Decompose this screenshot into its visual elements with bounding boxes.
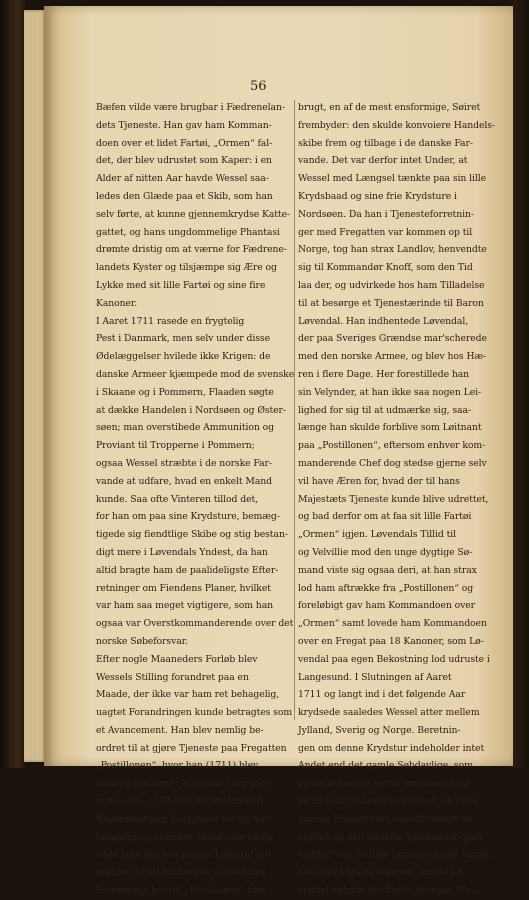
text-line: og Velvillie mod den unge dygtige Sø- [298,546,473,558]
text-line: dets Tjeneste. Han gav ham Komman- [96,119,272,131]
text-line: ledes den Glæde paa et Skib, som han [96,190,273,202]
book-cover-edge [0,0,26,768]
column-divider [294,100,295,720]
page-stack-edges [24,10,46,762]
text-line: og bad derfor om at faa sit lille Fartøi [298,511,472,523]
text-line: Alder af nitten Aar havde Wessel saa- [96,173,269,185]
text-line: Andet end det gamle Søbdavlige, som [298,760,473,772]
text-line: over en Fregat paa 18 Kanoner, som Lø- [298,635,484,647]
text-line: lighed for sig til at udmærke sig, saa- [298,404,471,416]
text-line: sig til Kommandør Knoff, som den Tid [298,262,473,274]
text-line: paa „Postillonen“, eftersom enhver kom- [298,440,486,452]
text-line: norske Søbeforsvar. [96,635,188,647]
text-line: usikker ved det lille hurtigsejlende Fartøi. [298,849,492,861]
text-line: 1711 og langt ind i det følgende Aar [298,689,466,701]
text-line: Omsider i Marts Maaned, kunde Lø- [298,867,466,879]
text-line: kunde. Saa ofte Vinteren tillod det, [96,493,258,505]
text-line: vande. Det var derfor intet Under, at [298,155,468,167]
text-line: var ham saa meget vigtigere, som han [96,600,274,612]
left-text-column [96,99,301,900]
text-line: danske Armeer kjæmpede mod de svenske [96,368,295,380]
text-line: Langesund. I Slutningen af Aaret [298,671,452,683]
text-line: sin Velynder, at han ikke saa nogen Lei- [298,386,482,398]
text-line: der paa Sveriges Grændse mar'scherede [298,333,487,345]
text-line: „Postillonen“, hvor han (1711) blev [96,760,259,772]
text-line: det, der blev udrustet som Kaper: i en [96,155,272,167]
text-line: „Ormen“ samt lovede ham Kommandoen [298,618,487,630]
text-line: for han om paa sine Krydsture, bemæg- [96,511,280,523]
text-line: ren i flere Dage. Her forestillede han [298,368,470,380]
text-line: at dække Handelen i Nordsøen og Øster- [96,404,286,416]
text-line: vilde lade den borgerlige Løitnant ud- [96,849,272,861]
text-line: Wessels Stilling forandret paa en [96,671,249,683]
text-line: Efter nogle Maaneders Forløb blev [96,653,258,665]
text-line: danske Handel blev saavidt muligt be- [298,813,476,825]
text-line: landets Kyster og tilsjæmpe sig Ære og [96,262,277,274]
text-line: retninger om Fiendens Planer, hvilket [96,582,271,594]
text-line: Majestæts Tjeneste kunde blive udrettet, [298,493,489,505]
text-line: Nordsøen. Da han i Tjenesteforretnin- [298,208,474,220]
text-line: Pest i Danmark, men selv under disse [96,333,270,345]
text-line: i Skaane og i Pommern, Flaaden søgte [96,386,274,398]
text-line: virkelig Løitnant i Marinen. Men ikke [96,778,270,790]
text-line: I Aaret 1711 rasede en frygtelig [96,315,245,327]
text-line: med den norske Armee, og blev hos Hæ- [298,351,487,363]
text-line: tigede sig fiendtlige Skibe og stig bestan- [96,529,288,541]
text-line: frembyder: den skulde konvoiere Handels- [298,119,495,131]
page-number: 56 [250,79,267,94]
text-line: lod ham aftrække fra „Postillonen“ og [298,582,474,594]
text-line: uagtet Forandringen kunde betragtes som [96,707,293,719]
text-line: gattet, og hans ungdommelige Phantasi [96,226,280,238]
text-line: „Ormen“ igjen. Løvendals Tillid til [298,529,456,541]
text-line: krydsede saaledes Wessel atter mellem [298,707,480,719]
text-line: Wessel med Længsel tænkte paa sin lille [298,173,487,185]
text-line: et Avancement. Han blev nemlig be- [96,724,264,736]
text-line: vendal opfylde det Løfte, hvorpaa Wes- [298,885,478,897]
text-line: Bæfen vilde være brugbar i Fædrenelan- [96,102,285,113]
text-line: Forretning, hvortil „Postillonen“ blev [96,885,267,897]
text-line: Ødelæggelser hvilede ikke Krigen: de [96,351,271,363]
text-line: lertid blev Hensigten opnaaet, idet den [298,796,480,808]
text-line: til at besørge et Tjenestærinde til Baron [298,297,484,309]
right-text-column [298,99,503,900]
text-line: vil have Æren for, hvad der til hans [298,475,460,487]
text-line: fængelig og abelstolt Mand, der nødig [96,831,274,843]
text-line: ogsaa Wessel stræbte i de norske Far- [96,457,272,469]
text-line: gen om denne Krydstur indeholder intet [298,742,485,754]
text-line: Jylland, Sverig og Norge. Beretnin- [298,724,461,736]
text-line: manderende Chef dog stedse gjerne selv [298,457,487,469]
text-line: ger med Fregatten var kommen op til [298,226,473,238]
text-line: digt mere i Løvendals Yndest, da han [96,546,268,558]
text-line: Proviant til Tropperne i Pommern; [96,440,255,452]
text-line: Kanoner. [96,297,138,309]
text-line: doen over et lidet Fartøi, „Ormen“ fal- [96,137,273,149]
text-line: brugt, en af de mest ensformige, Søiret [298,102,481,113]
text-line: foreløbigt gav ham Kommandoen over [298,600,475,612]
text-line: Krydsbaad og sine frie Krydsture i [298,190,457,202]
text-line: altid bragte ham de paalideligste Efter- [96,564,279,576]
text-line: en Skibsjournal har at fremvise; imid- [298,778,473,790]
text-line: Lykke med sit lille Fartøi og sine fire [96,279,266,291]
text-line: at tale om, at Chefen for Postillonen [96,796,263,808]
text-line: mærke sig alt for meget, saa var den [96,867,267,879]
text-line: længe han skulde forblive som Løitnant [298,422,482,434]
text-line: skibe frem og tilbage i de danske Far- [298,137,473,149]
text-line: søen; man overstibede Ammunition og [96,422,274,434]
text-line: Norge, tog han strax Landlov, henvendte [298,244,487,256]
right-background [513,0,529,768]
text-line: ogsaa var Overstkommanderende over det [96,618,294,630]
text-line: Løvendal. Han indhentede Løvendal, [298,315,469,327]
text-line: mand viste sig ogsaa deri, at han strax [298,564,477,576]
text-line: Maade, der ikke var ham ret behagelig, [96,689,280,701]
text-line: drømte dristig om at værne for Fædrene- [96,244,287,256]
text-line: skyttet og den svenske Kysthandel gjort [298,831,483,843]
text-line: laa der, og udvirkede hos ham Tilladelse [298,279,485,291]
text-line: vande at udfare, hvad en enkelt Mand [96,475,273,487]
text-line: vendal paa egen Bekostning lod udruste i [298,653,490,665]
text-line: Kapteinløitnant Rostgaard var en for- [96,813,270,825]
text-line: ordret til at gjøre Tjeneste paa Fregatten [96,742,287,754]
text-line: selv førte, at kunne gjennemkrydse Katte- [96,208,291,220]
